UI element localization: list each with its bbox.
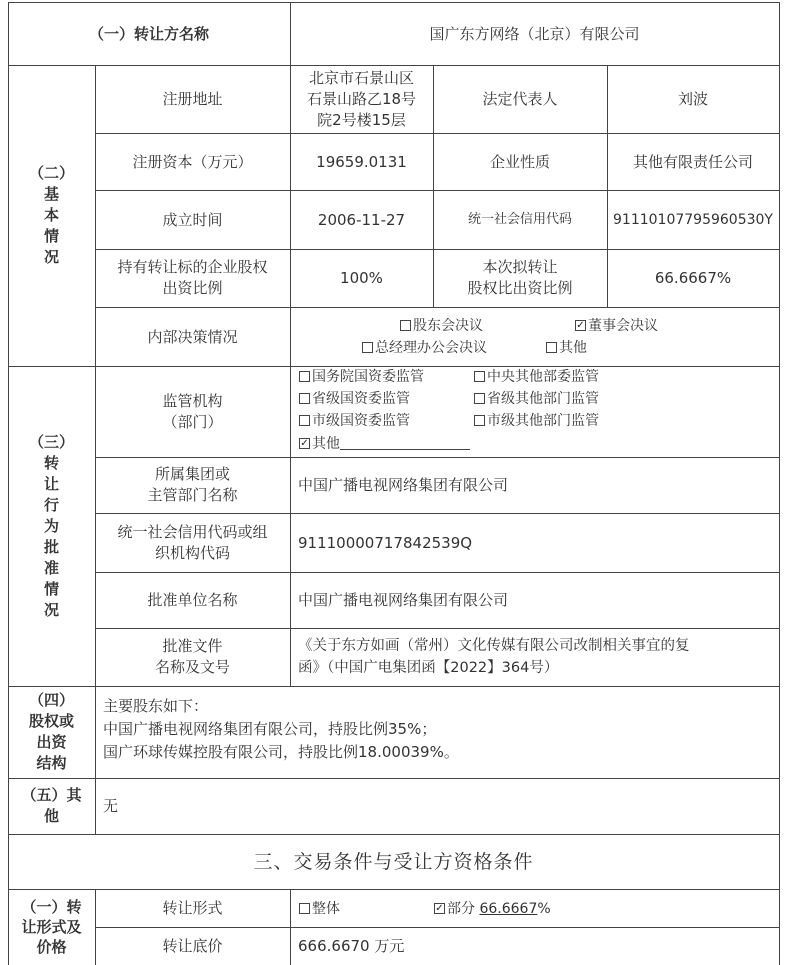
- approval-doc-value: 《关于东方如画（常州）文化传媒有限公司改制相关事宜的复 函》（中国广电集团函【2022】364号）: [298, 638, 690, 676]
- approver-label: 批准单位名称: [147, 591, 238, 609]
- part-ratio-value: 66.6667: [479, 901, 538, 917]
- decision-label: 内部决策情况: [147, 327, 238, 346]
- credit-code-label: 统一社会信用代码: [467, 211, 572, 227]
- checkbox-icon[interactable]: [299, 371, 310, 382]
- checkbox-icon[interactable]: [546, 342, 557, 353]
- credit-code-value: 91110107795960530Y: [613, 211, 773, 228]
- reserve-price-label: 转让底价: [162, 937, 223, 955]
- checked-checkbox-icon[interactable]: [575, 320, 586, 331]
- checkbox-icon[interactable]: [299, 903, 310, 914]
- checkbox-icon[interactable]: [299, 393, 310, 404]
- legal-rep-label: 法定代表人: [482, 90, 558, 108]
- regulator-label: 监管机构 （部门）: [162, 391, 223, 431]
- reg-address-value: 北京市石景山区 石景山路乙18号 院2号楼15层: [306, 68, 417, 129]
- org-code-label: 统一社会信用代码或组 织机构代码: [117, 522, 268, 562]
- regulator-option-province-other[interactable]: 省级其他部门监管: [474, 390, 599, 408]
- regulator-option-central-other[interactable]: 中央其他部委监管: [474, 368, 599, 386]
- section-three-title: 三、交易条件与受让方资格条件: [253, 850, 534, 873]
- transfer-form-section-label: （一）转 让形式及 价格: [21, 898, 82, 956]
- enterprise-type-label: 企业性质: [489, 152, 550, 171]
- regulator-option-city-other[interactable]: 市级其他部门监管: [474, 412, 599, 430]
- hold-ratio-value: 100%: [340, 269, 383, 287]
- equity-structure-label: （四） 股权或 出资 结构: [28, 691, 74, 772]
- org-code-value: 91110000717842539Q: [298, 533, 473, 552]
- transfer-form-whole-option[interactable]: 整体: [299, 900, 340, 918]
- hold-ratio-label: 持有转让标的企业股权 出资比例: [117, 258, 268, 297]
- regulator-option-sasac-state[interactable]: 国务院国资委监管: [299, 368, 424, 386]
- transfer-ratio-label: 本次拟转让 股权比出资比例: [467, 258, 573, 297]
- decision-option-gm-office[interactable]: 总经理办公会决议: [362, 339, 487, 357]
- reg-capital-value: 19659.0131: [316, 152, 407, 171]
- regulator-option-other[interactable]: ✓其他: [299, 435, 470, 453]
- equity-structure-value: 主要股东如下： 中国广播电视网络集团有限公司，持股比例35%； 国广环球传媒控股有限公司，持股比例18.00039%。: [103, 697, 459, 761]
- reserve-price-value: 666.6670 万元: [298, 937, 405, 955]
- legal-rep-value: 刘波: [677, 90, 708, 108]
- approver-value: 中国广播电视网络集团有限公司: [298, 591, 509, 609]
- transfer-ratio-value: 66.6667%: [654, 269, 732, 287]
- approval-doc-label: 批准文件 名称及文号: [154, 637, 230, 676]
- checkbox-icon[interactable]: [299, 415, 310, 426]
- checked-checkbox-icon[interactable]: [434, 903, 445, 914]
- transfer-form-part-option[interactable]: ✓ 部分 66.6667%: [434, 900, 551, 918]
- decision-option-board[interactable]: ✓ 董事会决议: [575, 317, 658, 335]
- regulator-option-sasac-province[interactable]: 省级国资委监管: [299, 390, 410, 408]
- checkbox-icon[interactable]: [400, 320, 411, 331]
- est-date-value: 2006-11-27: [317, 210, 406, 229]
- checkbox-icon[interactable]: [474, 415, 485, 426]
- part-ratio-unit: %: [537, 901, 551, 917]
- transferor-name-label: （一）转让方名称: [88, 24, 209, 43]
- checked-checkbox-icon[interactable]: [299, 438, 310, 449]
- decision-option-shareholders[interactable]: 股东会决议: [400, 317, 483, 335]
- decision-option-other[interactable]: 其他: [546, 339, 587, 357]
- group-label: 所属集团或 主管部门名称: [147, 465, 238, 504]
- transferor-name-value: 国广东方网络（北京）有限公司: [429, 24, 640, 43]
- checkbox-icon[interactable]: [362, 342, 373, 353]
- approval-section-label: （三） 转 让 行 为 批 准 情 况: [28, 432, 74, 619]
- regulator-option-sasac-city[interactable]: 市级国资委监管: [299, 412, 410, 430]
- other-label: （五）其 他: [21, 786, 82, 825]
- checkbox-icon[interactable]: [474, 371, 485, 382]
- other-value: 无: [103, 797, 119, 815]
- enterprise-type-value: 其他有限责任公司: [632, 152, 753, 171]
- reg-capital-label: 注册资本（万元）: [132, 152, 253, 171]
- est-date-label: 成立时间: [162, 210, 223, 229]
- reg-address-label: 注册地址: [162, 90, 223, 108]
- checkbox-icon[interactable]: [474, 393, 485, 404]
- group-value: 中国广播电视网络集团有限公司: [298, 476, 509, 494]
- basic-info-section-label: （二） 基 本 情 况: [28, 164, 74, 266]
- transfer-form-label: 转让形式: [162, 899, 223, 917]
- blank-underline: [340, 435, 470, 450]
